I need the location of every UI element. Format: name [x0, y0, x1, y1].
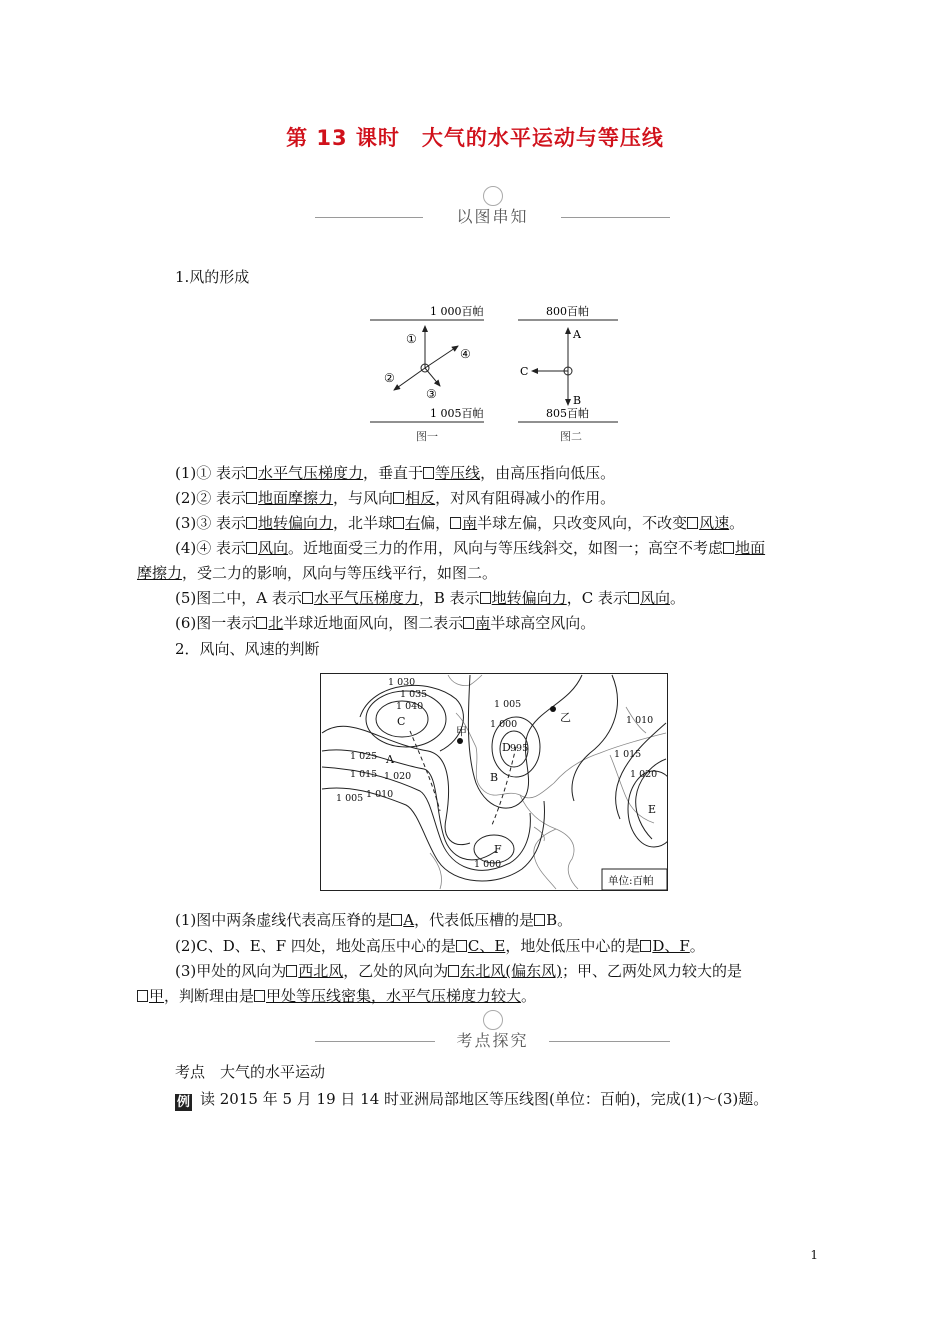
isobar-label: 1 035 — [400, 689, 428, 700]
isobar-map — [320, 673, 668, 891]
isobar-label: 1 040 — [396, 701, 424, 712]
isobar-label: 1 000 — [490, 719, 518, 730]
location-yi-dot — [550, 706, 556, 712]
fig1-caption: 图一 — [416, 430, 438, 443]
page-title: 第 13 课时 大气的水平运动与等压线 — [286, 126, 664, 150]
q1-4a: (4)④ 表示 风向。近地面受三力的作用，风向与等压线斜交，如图一；高空不考虑 地面 — [175, 539, 766, 557]
isobar-label: 1 020 — [630, 769, 658, 780]
q1-2: (2)② 表示 地面摩擦力，与风向 相反，对风有阻碍减小的作用。 — [175, 489, 616, 507]
arrow-label-2: ② — [384, 371, 395, 385]
figure-one — [370, 304, 484, 443]
figure-two — [518, 304, 618, 443]
section-header-illustration — [315, 192, 670, 232]
point-label-a: A — [573, 328, 581, 341]
location-jia-dot — [457, 738, 463, 744]
isobar-label: 1 010 — [366, 789, 394, 800]
topic-heading: 考点 大气的水平运动 — [175, 1063, 326, 1081]
q1-3: (3)③ 表示 地转偏向力，北半球 右偏， 南半球左偏，只改变风向，不改变 风速。 — [175, 514, 745, 532]
center-label-e: E — [648, 803, 657, 816]
isobar-label: 1 020 — [384, 771, 412, 782]
isobar-label: 1 025 — [350, 751, 378, 762]
q1-5: (5)图二中，A 表示 水平气压梯度力，B 表示 地转偏向力，C 表示 风向。 — [175, 589, 685, 607]
q2-3b: 甲，判断理由是 甲处等压线密集，水平气压梯度力较大。 — [137, 984, 536, 1008]
location-pin-icon — [483, 186, 503, 206]
q1-1: (1)① 表示 水平气压梯度力，垂直于 等压线，由高压指向低压。 — [175, 464, 616, 482]
isobar-label: 1 015 — [350, 769, 378, 780]
part1-heading: 1.风的形成 — [175, 268, 250, 286]
center-label-d: D — [502, 741, 511, 754]
page-number: 1 — [810, 1248, 818, 1262]
wind-force-figures — [360, 300, 630, 448]
q1-4b: 摩擦力，受二力的影响，风向与等压线平行，如图二。 — [137, 564, 498, 582]
section-label: 考点探究 — [456, 1031, 529, 1050]
isobar-label: 1 010 — [626, 715, 654, 726]
isobar-label: 995 — [510, 743, 529, 754]
section-header-exploration — [315, 1016, 670, 1056]
center-label-f: F — [494, 843, 502, 856]
point-label-c: C — [520, 365, 529, 378]
arrow-label-1: ① — [406, 332, 417, 346]
fig1-top-label: 1 000百帕 — [430, 305, 484, 318]
unit-label: 单位:百帕 — [608, 875, 654, 887]
trough-label-b: B — [490, 771, 499, 784]
q2-3a: (3)甲处的风向为 西北风，乙处的风向为 东北风(偏东风)；甲、乙两处风力较大的是 — [175, 962, 743, 980]
isobar-label: 1 015 — [614, 749, 642, 760]
part2-heading: 2．风向、风速的判断 — [175, 640, 320, 658]
section-emblem-icon — [483, 1010, 503, 1030]
point-label-b: B — [573, 394, 582, 407]
example-line: 例 读 2015 年 5 月 19 日 14 时亚洲局部地区等压线图(单位：百帕)，完成(1)～(3)题。 — [176, 1090, 769, 1110]
center-label-c: C — [397, 715, 406, 728]
isobar-label: 1 000 — [474, 859, 502, 870]
arrow-label-4: ④ — [460, 347, 471, 361]
fig2-bottom-label: 805百帕 — [546, 407, 589, 420]
q2-1: (1)图中两条虚线代表高压脊的是 A，代表低压槽的是 B。 — [175, 911, 573, 929]
fig2-top-label: 800百帕 — [546, 305, 589, 318]
example-icon: 例 — [176, 1095, 190, 1110]
isobar-label: 1 005 — [494, 699, 522, 710]
q2-2: (2)C、D、E、F 四处，地处高压中心的是 C、E，地处低压中心的是 D、F。 — [175, 937, 705, 955]
isobar-label: 1 005 — [336, 793, 364, 804]
fig1-bottom-label: 1 005百帕 — [430, 407, 484, 420]
place-label-yi: 乙 — [560, 711, 571, 724]
place-label-jia: 甲 — [456, 725, 467, 738]
fig2-caption: 图二 — [560, 430, 582, 443]
isobar-label: 1 030 — [388, 677, 416, 688]
trough-label-a: A — [386, 753, 394, 766]
q1-6: (6)图一表示 北半球近地面风向，图二表示 南半球高空风向。 — [175, 614, 596, 632]
section-label: 以图串知 — [456, 207, 529, 226]
arrow-label-3: ③ — [426, 387, 437, 401]
